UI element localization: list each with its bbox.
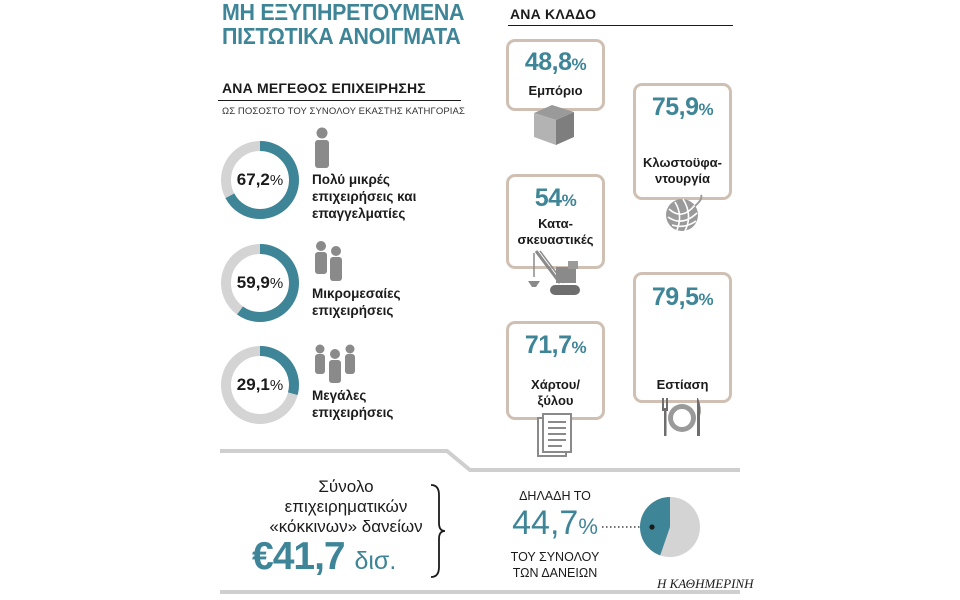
donut-value [220,375,300,395]
source-logo: Η ΚΑΘΗΜΕΡΙΝΗ [657,576,754,591]
sector-value [633,93,732,122]
value-number: 54 [534,184,562,212]
crane-icon [526,247,582,299]
value-percent: % [571,338,587,357]
person-icon [311,127,333,169]
sector-value [506,48,605,77]
yarn-icon [663,193,705,235]
main-title-line-1: ΜΗ ΕΞΥΠΗΡΕΤΟΥΜΕΝΑ [222,0,465,25]
sector-value [633,283,732,312]
donut-value [220,170,300,190]
total-amount-value: €41,7 [252,535,345,578]
sector-label: Εμπόριο [528,83,583,98]
main-title-line-2: ΠΙΣΤΩΤΙΚΑ ΑΝΟΙΓΜΑΤΑ [222,23,461,49]
value-number: 48,8 [524,48,572,76]
value-number: 59,9 [236,273,270,292]
leader-dot [649,524,654,529]
sector-value [506,331,605,360]
total-amount [252,535,396,579]
value-number: 75,9 [651,93,699,121]
sector-label: Κλωστοϋφα- ντουργία [643,155,722,186]
sector-label: Κατα- σκευαστικές [517,216,594,247]
share-pie [600,495,704,559]
sector-label: Εστίαση [656,377,709,392]
share-below-text: ΤΟΥ ΣΥΝΟΛΟΥ ΤΩΝ ΔΑΝΕΙΩΝ [510,550,600,580]
sector-value [506,184,605,213]
size-label-large: Μεγάλες επιχειρήσεις [312,388,394,420]
value-percent: % [269,172,284,189]
value-number: 71,7 [524,331,572,359]
value-number: 29,1 [236,375,270,394]
total-description: Σύνολο επιχειρηματικών «κόκκινων» δανείων [269,477,423,536]
box-icon [530,103,578,147]
plate-icon [658,396,706,438]
value-number: 67,2 [236,170,270,189]
value-number: 79,5 [651,283,699,311]
value-percent: % [578,514,598,539]
sector-label: Χάρτου/ ξύλου [531,377,580,408]
value-percent: % [698,100,714,119]
group-icon [312,344,358,384]
two-people-icon [312,240,346,282]
value-percent: % [269,275,284,292]
value-percent: % [269,377,284,394]
value-number: 44,7 [512,504,579,542]
by-size-title: ΑΝΑ ΜΕΓΕΘΟΣ ΕΠΙΧΕΙΡΗΣΗΣ [222,80,426,96]
share-above-text: ΔΗΛΑΔΗ ΤΟ [519,489,591,503]
size-label-medium: Μικρομεσαίες επιχειρήσεις [312,286,401,318]
main-title [222,0,473,48]
by-sector-title: ΑΝΑ ΚΛΑΔΟ [510,6,597,22]
value-percent: % [571,55,587,74]
total-amount-unit: δισ. [354,547,397,575]
size-label-very-small: Πολύ μικρές επιχειρήσεις και επαγγελματίες [312,172,417,221]
paper-icon [536,412,574,458]
by-sector-divider [508,25,733,26]
curly-brace [427,483,447,579]
donut-value [220,273,300,293]
by-size-subtitle: ΩΣ ΠΟΣΟΣΤΟ ΤΟΥ ΣΥΝΟΛΟΥ ΕΚΑΣΤΗΣ ΚΑΤΗΓΟΡΙΑΣ [222,106,465,117]
value-percent: % [561,191,577,210]
value-percent: % [698,290,714,309]
by-size-divider [218,100,461,101]
